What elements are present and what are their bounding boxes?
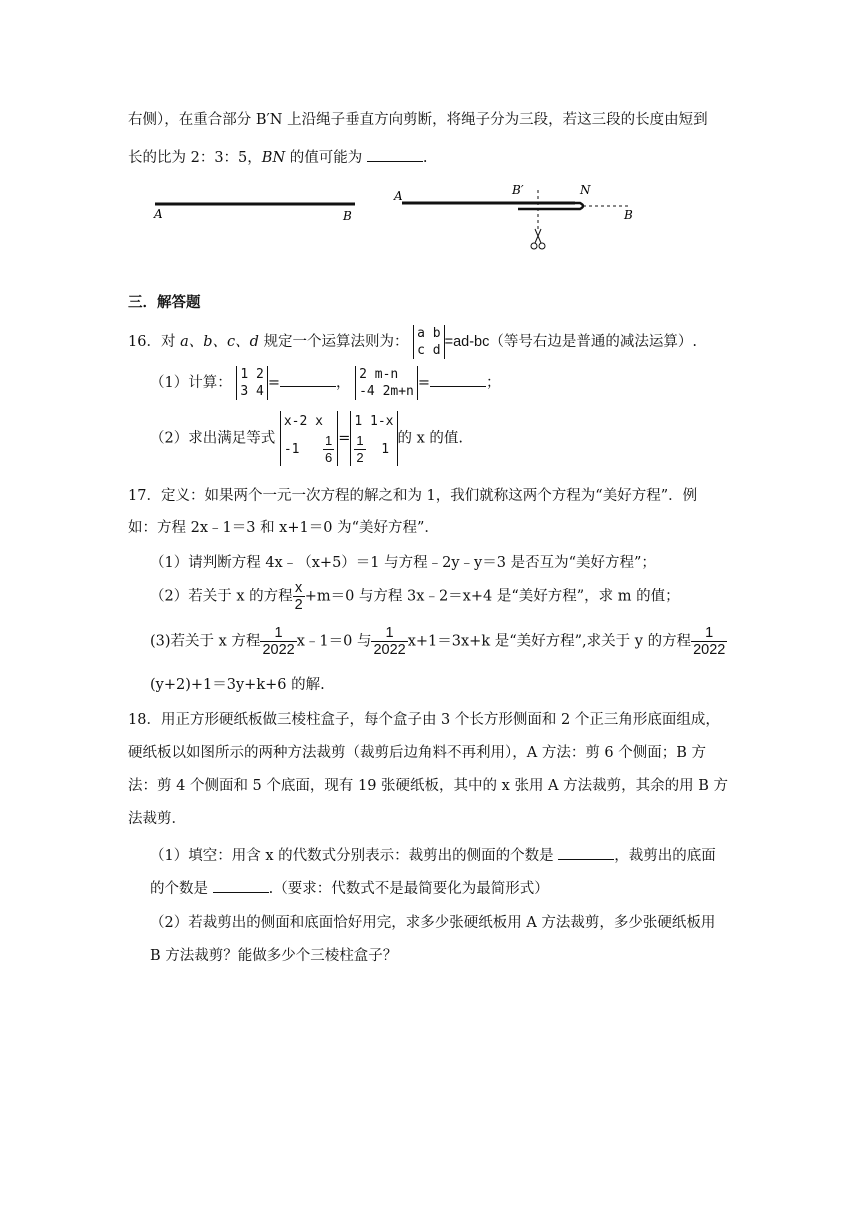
rope-figure (140, 182, 650, 252)
question-18-stem: 硬纸板以如图所示的两种方法裁剪（裁剪后边角料不再利用），A 方法：剪 6 个侧面；B 方 (128, 745, 707, 761)
point-label: N (580, 183, 591, 197)
question-16-stem: 16．对 a、b、c、d 规定一个运算法则为： a b c d =ad-bc（等号右边是普通的减法运算）. (128, 326, 697, 358)
question-17-part-3: (3)若关于 x 方程 $\frac{1}{2022}$ x﹣1＝0 与 $\frac{1}{2022}$ x+1＝3x+k 是“美好方程”,求关于 y 的方程 $\frac{1}{2022}$ (150, 625, 726, 658)
fraction: $\frac{1}{6}$ (324, 433, 333, 465)
answer-blank (430, 372, 486, 387)
determinant: a b c d (413, 325, 444, 359)
question-18-part-1: 的个数是 .（要求：代数式不是最简要化为最简形式） (150, 878, 549, 899)
question-17-part-1: （1）请判断方程 4x﹣（x+5）＝1 与方程﹣2y﹣y＝3 是否互为“美好方程”； (150, 555, 656, 571)
section-title: 三．解答题 (128, 294, 201, 311)
question-18-part-2: B 方法裁剪？能做多少个三棱柱盒子？ (150, 948, 398, 964)
determinant: x-2 x -1 $\frac{1}{6}$ (280, 411, 338, 466)
scissors-icon (531, 229, 545, 249)
fraction: $\frac{x}{2}$ (294, 580, 303, 613)
point-label: B (624, 208, 633, 222)
answer-blank (213, 878, 269, 893)
fraction: $\frac{1}{2}$ (356, 433, 364, 465)
fraction: $\frac{1}{2022}$ (262, 625, 295, 658)
question-16-part-2: （2）求出满足等式 x-2 x -1 $\frac{1}{6}$ = 1 1-x $\frac{1}{2}$ 1 的 x 的值. (150, 411, 463, 466)
text-line: 右侧），在重合部分 B′N 上沿绳子垂直方向剪断，将绳子分为三段，若这三段的长度由短到 (128, 112, 708, 128)
point-label: A (154, 207, 163, 221)
point-label: B (343, 209, 352, 223)
determinant: 2 m-n -4 2m+n (355, 366, 418, 400)
question-17-part-2: （2）若关于 x 的方程 $\frac{x}{2}$ +m＝0 与方程 3x﹣2＝x+4 是“美好方程”，求 m 的值； (150, 580, 680, 613)
fraction: $\frac{1}{2022}$ (693, 625, 726, 658)
fraction: $\frac{1}{2022}$ (373, 625, 406, 658)
determinant: 1 1-x $\frac{1}{2}$ 1 (350, 411, 397, 466)
answer-blank (558, 845, 614, 860)
determinant: 1 2 3 4 (236, 366, 267, 400)
answer-blank (280, 372, 336, 387)
text-line: 长的比为 2：3：5，BN 的值可能为 . (128, 147, 427, 168)
question-18-part-2: （2）若裁剪出的侧面和底面恰好用完，求多少张硬纸板用 A 方法裁剪，多少张硬纸板用 (150, 915, 716, 931)
question-18-stem: 18．用正方形硬纸板做三棱柱盒子，每个盒子由 3 个长方形侧面和 2 个正三角形底面组成， (128, 712, 720, 728)
question-17-part-3: (y+2)+1＝3y+k+6 的解. (150, 677, 325, 693)
point-label: B′ (512, 183, 524, 197)
question-17-stem: 如：方程 2x﹣1＝3 和 x+1＝0 为“美好方程”． (128, 520, 439, 536)
answer-blank (367, 147, 423, 162)
question-17-stem: 17．定义：如果两个一元一次方程的解之和为 1，我们就称这两个方程为“美好方程”．例 (128, 488, 698, 504)
question-18-part-1: （1）填空：用含 x 的代数式分别表示：裁剪出的侧面的个数是 ，裁剪出的底面 (150, 845, 716, 866)
point-label: A (394, 189, 403, 203)
question-18-stem: 法裁剪． (128, 811, 186, 827)
question-16-part-1: （1）计算： 1 2 3 4 = ， 2 m-n -4 2m+n = ； (150, 367, 501, 399)
rope-fold (518, 203, 583, 209)
question-18-stem: 法：剪 4 个侧面和 5 个底面，现有 19 张硬纸板，其中的 x 张用 A 方法裁剪，其余的用 B 方 (128, 778, 729, 794)
